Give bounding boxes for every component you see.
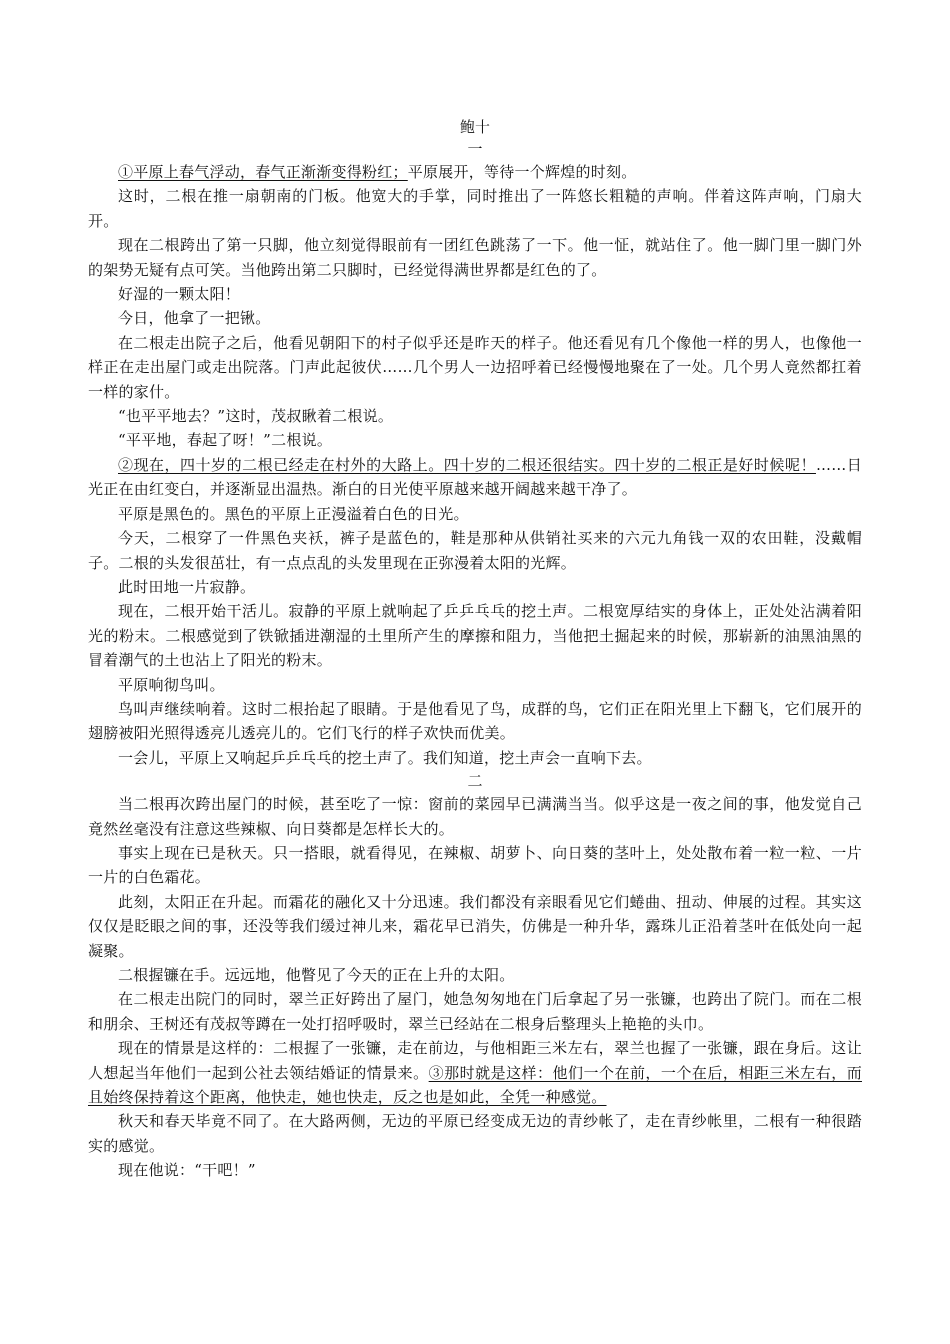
underlined-sentence-3: ③那时就是这样：他们一个在前，一个在后，相距三米左右，而且始终保持着这个距离，他快走，她也快走，反之也是如此，全凭一种感觉。 [88, 1063, 862, 1107]
section-marker-1: 一 [467, 140, 483, 158]
paragraph: ①平原上春气浮动，春气正渐渐变得粉红；平原展开，等待一个辉煌的时刻。 [118, 163, 637, 181]
paragraph: 此刻，太阳正在升起。而霜花的融化又十分迅速。我们都没有亲眼看见它们蜷曲、扭动、伸展的过程。其实这仅仅是眨眼之间的事，还没等我们缓过神儿来，霜花早已消失，仿佛是一种升华，露珠儿正沿着茎叶在低处向一起凝聚。 [88, 892, 862, 960]
paragraph: 当二根再次跨出屋门的时候，甚至吃了一惊：窗前的菜园早已满满当当。似乎这是一夜之间的事，他发觉自己竟然丝毫没有注意这些辣椒、向日葵都是怎样长大的。 [88, 795, 862, 838]
paragraph: 现在的情景是这样的：二根握了一张镰，走在前边，与他相距三米左右，翠兰也握了一张镰，跟在身后。这让人想起当年他们一起到公社去领结婚证的情景来。③那时就是这样：他们一个在前，一个在后，相距三米左右，而且始终保持着这个距离，他快走，她也快走，反之也是如此，全凭一种感觉。 [88, 1039, 862, 1107]
paragraph: 事实上现在已是秋天。只一搭眼，就看得见，在辣椒、胡萝卜、向日葵的茎叶上，处处散布着一粒一粒、一片一片的白色霜花。 [88, 843, 862, 887]
paragraph: 今天，二根穿了一件黑色夹袄，裤子是蓝色的，鞋是那种从供销社买来的六元九角钱一双的农田鞋，没戴帽子。二根的头发很茁壮，有一点点乱的头发里现在正弥漫着太阳的光辉。 [88, 529, 862, 572]
section-marker-2: 二 [467, 772, 483, 791]
paragraph: 现在他说：“干吧！” [118, 1161, 256, 1180]
paragraph: ②现在，四十岁的二根已经走在村外的大路上。四十岁的二根还很结实。四十岁的二根正是好时候呢！……日光正在由红变白，并逐渐显出温热。渐白的日光使平原越来越开阔越来越干净了。 [88, 455, 862, 499]
author-title: 鲍十 [459, 118, 490, 136]
article [88, 116, 862, 1183]
paragraph: 现在，二根开始干活儿。寂静的平原上就响起了乒乒乓乓的挖土声。二根宽厚结实的身体上，正处处沾满着阳光的粉末。二根感觉到了铁锨插进潮湿的土里所产生的摩擦和阻力，当他把土掘起来的时候，那崭新的油黑油黑的冒着潮气的土也沾上了阳光的粉末。 [88, 602, 862, 670]
paragraph: 一会儿，平原上又响起乒乒乓乓的挖土声了。我们知道，挖土声会一直响下去。 [118, 748, 652, 767]
paragraph: 这时，二根在推一扇朝南的门板。他宽大的手掌，同时推出了一阵悠长粗糙的声响。伴着这阵声响，门扇大开。 [88, 187, 862, 230]
paragraph: “平平地，春起了呀！”二根说。 [118, 431, 333, 450]
underlined-sentence-2: ②现在，四十岁的二根已经走在村外的大路上。四十岁的二根还很结实。四十岁的二根正是好时候呢！ [118, 455, 816, 474]
paragraph: 鸟叫声继续响着。这时二根抬起了眼睛。于是他看见了鸟，成群的鸟，它们正在阳光里上下翻飞，它们展开的翅膀被阳光照得透亮儿透亮儿的。它们飞行的样子欢快而优美。 [88, 699, 862, 743]
underlined-sentence-1: ①平原上春气浮动，春气正渐渐变得粉红； [118, 163, 408, 181]
paragraph: “也平平地去？”这时，茂叔瞅着二根说。 [118, 407, 394, 426]
paragraph: 秋天和春天毕竟不同了。在大路两侧，无边的平原已经变成无边的青纱帐了，走在青纱帐里，二根有一种很踏实的感觉。 [88, 1112, 862, 1155]
paragraph: 在二根走出院子之后，他看见朝阳下的村子似乎还是昨天的样子。他还看见有几个像他一样的男人，也像他一样正在走出屋门或走出院落。门声此起彼伏……几个男人一边招呼着已经慢慢地聚在了一处。几个男人竟然都扛着一样的家什。 [88, 333, 862, 401]
paragraph: 今日，他拿了一把锹。 [118, 309, 271, 328]
paragraph: 在二根走出院门的同时，翠兰正好跨出了屋门，她急匆匆地在门后拿起了另一张镰，也跨出了院门。而在二根和朋余、王树还有茂叔等蹲在一处打招呼吸时，翠兰已经站在二根身后整理头上艳艳的头巾。 [88, 990, 862, 1033]
paragraph: 此时田地一片寂静。 [118, 577, 256, 596]
paragraph: 现在二根跨出了第一只脚，他立刻觉得眼前有一团红色跳荡了一下。他一怔，就站住了。他一脚门里一脚门外的架势无疑有点可笑。当他跨出第二只脚时，已经觉得满世界都是红色的了。 [88, 236, 862, 279]
paragraph: 二根握镰在手。远远地，他瞥见了今天的正在上升的太阳。 [118, 966, 515, 984]
paragraph: 平原是黑色的。黑色的平原上正漫溢着白色的日光。 [118, 504, 469, 523]
paragraph: 好湿的一颗太阳！ [118, 285, 241, 304]
paragraph: 平原响彻鸟叫。 [118, 675, 225, 694]
